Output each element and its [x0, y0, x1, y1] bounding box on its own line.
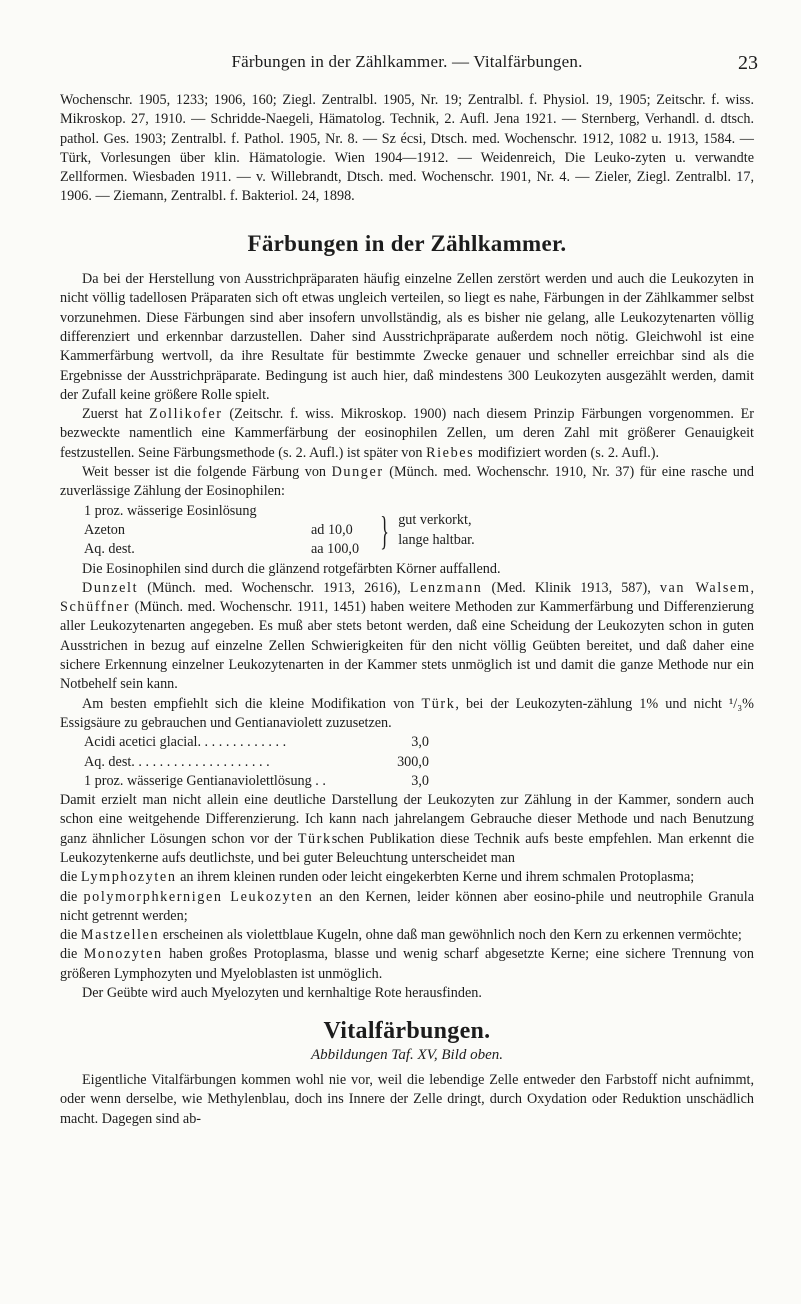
paragraph-myelocytes: Der Geübte wird auch Myelozyten und kernhaltige Rote herausfinden. [82, 985, 482, 1002]
list-item: die Monozyten haben großes Protoplasma, blasse und wenig scharf abgesetzte Kerne; eine sichere Trennung von größeren Lymphozyten und Myeloblasten ist unmöglich. [60, 946, 754, 982]
figure-reference: Abbildungen Taf. XV, Bild oben. [310, 1046, 504, 1063]
cell-type-list [60, 868, 754, 984]
brace-glyph: } [380, 507, 389, 553]
running-header [60, 52, 758, 82]
list-item: die Mastzellen erscheinen als violettblaue Kugeln, ohne daß man gewöhnlich noch den Kern zu erkennen vermöchte; [60, 927, 742, 944]
recipe-eosin [84, 502, 754, 560]
author-name: Zollikofer [149, 406, 223, 423]
paragraph-zollikofer: Zuerst hat Zollikofer (Zeitschr. f. wiss. Mikroskop. 1900) nach diesem Prinzip Färbungen vorgenommen. Er bezweckte namentlich eine Kammerfärbung der eosinophilen Zellen, um deren Zahl mit größerer Genauigkeit festzustellen. Seine Färbungsmethode (s. 2. Aufl.) ist später von Riebes modifiziert worden (s. 2. Aufl.). [60, 406, 755, 461]
paragraph-intro: Da bei der Herstellung von Ausstrichpräparaten häufig einzelne Zellen zerstört werden und auch die Leukozyten in nicht völlig tadellosen Präparaten sich oft etwas ungleich verteilen, so liegt es nahe, Färbungen in der Zählkammer selbst vorzunehmen. Diese Färbungen sind aber insofern unvollständig, als es bisher nie gelang, alle Leukozytenarten völlig differenziert und erkennbar darzustellen. Daher sind Ausstrichpräparate außerdem noch nötig. Gleichwohl ist eine Kammerfärbung wertvoll, da ihre Resultate für bestimmte Zwecke genauer und schneller erreichbar sind als die Ergebnisse der Ausstrichpräparate. Bedingung ist auch hier, daß mindestens 300 Leukozyten ausgezählt werden, damit der Zufall keine größere Rolle spielt. [60, 271, 754, 403]
references-paragraph: Wochenschr. 1905, 1233; 1906, 160; Ziegl. Zentralbl. 1905, Nr. 19; Zentralbl. f. Physiol. 19, 1905; Zeitschr. f. wiss. Mikroskop. 27, 1910. — Schridde-Naegeli, Hämatolog. Technik, 2. Aufl. Jena 1921. — Sternberg, Verhandl. d. dtsch. pathol. Ges. 1903; Zentralbl. f. Pathol. 1905, Nr. 8. — Sz écsi, Dtsch. med. Wochenschr. 1912, 1082 u. 1913, 1584. — Türk, Vorlesungen über klin. Hämatologie. Wien 1904—1912. — Weidenreich, Die Leuko-zyten u. verwandte Zellformen. Wiesbaden 1911. — v. Willebrandt, Dtsch. med. Wochenschr. 1901, Nr. 4. — Zieler, Ziegl. Zentralbl. 17, 1906. — Ziemann, Zentralbl. f. Bakteriol. 24, 1898. [60, 92, 754, 205]
recipe-gentian [60, 733, 754, 791]
paragraph-eosinophils: Die Eosinophilen sind durch die glänzend rotgefärbten Körner auffallend. [82, 560, 501, 577]
recipe-row: Aq. dest. . . . . . . . . . . . . . . . . . . . 300,0 [84, 753, 429, 770]
recipe-note: gut verkorkt, [398, 512, 472, 529]
running-title: Färbungen in der Zählkammer. — Vitalfärbungen. [231, 52, 583, 71]
paragraph-dunger: Weit besser ist die folgende Färbung von Dunger (Münch. med. Wochenschr. 1910, Nr. 37) für eine rasche und zuverlässige Zählung der Eosinophilen: [60, 464, 754, 500]
paragraph-vital: Eigentliche Vitalfärbungen kommen wohl nie vor, weil die lebendige Zelle entweder den Farbstoff nicht aufnimmt, oder wenn derselbe, wie Methylenblau, doch ins Innere der Zelle dringt, durch Oxydation oder Reduktion unschädlich macht. Dagegen sind ab- [60, 1071, 754, 1127]
recipe-row: Acidi acetici glacial. . . . . . . . . . . . . 3,0 [84, 734, 429, 751]
section-title-counting-chamber: Färbungen in der Zählkammer. [247, 230, 567, 256]
recipe-row: 1 proz. wässerige Eosinlösung [84, 502, 257, 519]
page-number: 23 [738, 52, 758, 74]
author-name: Riebes [426, 444, 475, 461]
recipe-note: lange haltbar. [398, 531, 475, 548]
paragraph-methods: Dunzelt (Münch. med. Wochenschr. 1913, 2616), Lenzmann (Med. Klinik 1913, 587), van Walsem, Schüffner (Münch. med. Wochenschr. 1911, 1451) haben weitere Methoden zur Kammerfärbung und Differenzierung aller Leukozytenarten angegeben. Es muß aber stets betont werden, daß eine Scheidung der Leukozyten schon in guten Ausstrichen in bezug auf einzelne Zellen Schwierigkeiten für den nicht völlig Geübten bereitet, und daß daher eine sichere Erkennung einzelner Leukozytenarten in der Kammer stets unmöglich ist und damit die ganze Methode nur ein Notbehelf sein kann. [60, 579, 755, 693]
list-item: die polymorphkernigen Leukozyten an den Kernen, leider können aber eosino-phile und neutrophile Granula nicht getrennt werden; [60, 888, 754, 924]
list-item: die Lymphozyten an ihrem kleinen runden oder leicht eingekerbten Kerne und ihrem schmalen Protoplasma; [60, 869, 695, 886]
paragraph-tuerk: Am besten empfiehlt sich die kleine Modifikation von Türk, bei der Leukozyten-zählung 1% und nicht ¹/₃% Essigsäure zu gebrauchen und Gentianaviolett zuzusetzen. [60, 695, 755, 731]
author-name: Dunger [331, 464, 384, 481]
main-text [60, 91, 754, 1129]
section-title-vital-staining: Vitalfärbungen. [323, 1018, 491, 1045]
recipe-row: 1 proz. wässerige Gentianaviolettlösung . . 3,0 [84, 772, 429, 789]
recipe-row: Azeton ad 10,0 [84, 521, 353, 538]
recipe-row: Aq. dest. aa 100,0 [84, 541, 360, 558]
paragraph-results: Damit erzielt man nicht allein eine deutliche Darstellung der Leukozyten zur Zählung in der Kammer, sondern auch schon eine weitgehende Differenzierung. Ich kann nach jahrelangem Gebrauche dieser Methode und nach Benutzung ganz ähnlicher Lösungen schon vor der Türkschen Publikation diese Technik aufs beste empfehlen. Man erkennt die Leukozytenkerne aufs deutlichste, und bei guter Beleuchtung unterscheidet man [60, 792, 754, 866]
book-page [60, 52, 758, 1129]
